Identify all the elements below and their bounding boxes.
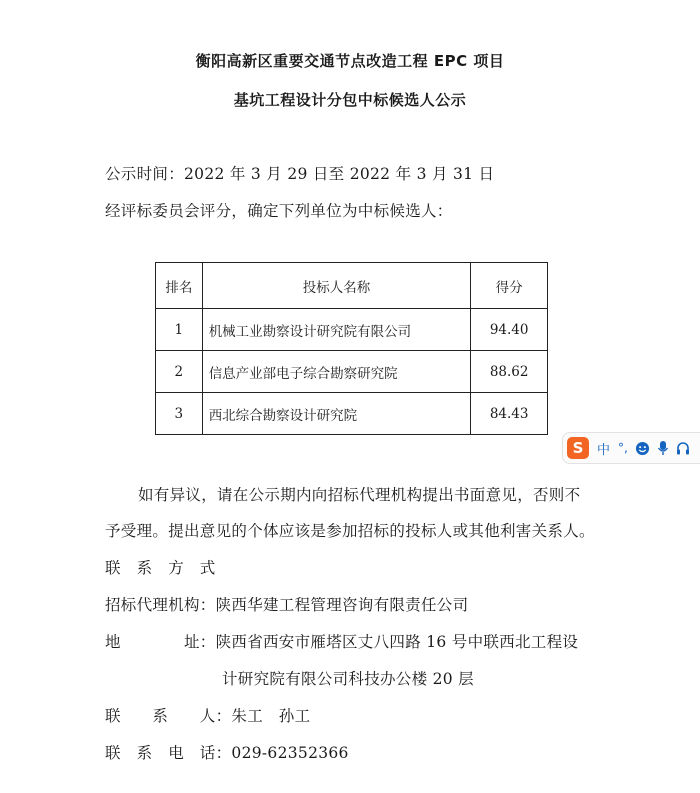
notice-time: 公示时间：2022 年 3 月 29 日至 2022 年 3 月 31 日: [105, 165, 495, 183]
title-line-2: 基坑工程设计分包中标候选人公示: [233, 91, 467, 109]
cell-name: 西北综合勘察设计研究院: [202, 393, 471, 435]
sogou-logo-icon[interactable]: S: [567, 437, 589, 459]
cell-rank: 1: [156, 309, 203, 351]
table-row: [156, 309, 548, 351]
ime-toolbar[interactable]: [562, 432, 700, 464]
header-name: 投标人名称: [202, 263, 471, 309]
address-value-line-2: 计研究院有限公司科技办公楼 20 层: [222, 670, 474, 688]
contact-heading: 联 系 方 式: [105, 559, 216, 577]
agency-row: [105, 593, 468, 615]
header-score: 得分: [471, 263, 548, 309]
address-row: [105, 630, 578, 652]
agency-label: 招标代理机构：: [105, 596, 216, 614]
headset-icon[interactable]: [676, 441, 690, 456]
input-mode-toggle[interactable]: 中: [597, 442, 611, 458]
phone-value: 029-62352366: [231, 744, 349, 762]
contact-person-value: 朱工 孙工: [231, 707, 311, 725]
objection-line-2: 予受理。提出意见的个体应该是参加招标的投标人或其他利害关系人。: [105, 522, 595, 540]
objection-line-1: 如有异议，请在公示期内向招标代理机构提出书面意见，否则不: [138, 486, 581, 504]
title-line-1: 衡阳高新区重要交通节点改造工程 EPC 项目: [195, 52, 505, 70]
address-value-line-1: 陕西省西安市雁塔区丈八四路 16 号中联西北工程设: [215, 633, 579, 651]
address-label: 地 址：: [105, 633, 216, 651]
agency-value: 陕西华建工程管理咨询有限责任公司: [215, 596, 469, 614]
contact-person-row: [105, 704, 310, 726]
emoji-icon[interactable]: [635, 441, 650, 456]
cell-score: 94.40: [471, 309, 548, 351]
contact-person-label: 联 系 人：: [105, 707, 232, 725]
cell-name: 机械工业勘察设计研究院有限公司: [202, 309, 471, 351]
microphone-icon[interactable]: [657, 440, 669, 456]
cell-rank: 2: [156, 351, 203, 393]
intro-text: 经评标委员会评分，确定下列单位为中标候选人：: [105, 202, 453, 220]
table-row: [156, 351, 548, 393]
cell-score: 84.43: [471, 393, 548, 435]
phone-row: [105, 741, 349, 763]
cell-score: 88.62: [471, 351, 548, 393]
table-header-row: [156, 263, 548, 309]
phone-label: 联 系 电 话：: [105, 744, 232, 762]
cell-name: 信息产业部电子综合勘察研究院: [202, 351, 471, 393]
punctuation-toggle[interactable]: °,: [618, 441, 628, 455]
table-row: [156, 393, 548, 435]
candidate-table: [155, 262, 548, 435]
cell-rank: 3: [156, 393, 203, 435]
header-rank: 排名: [156, 263, 203, 309]
